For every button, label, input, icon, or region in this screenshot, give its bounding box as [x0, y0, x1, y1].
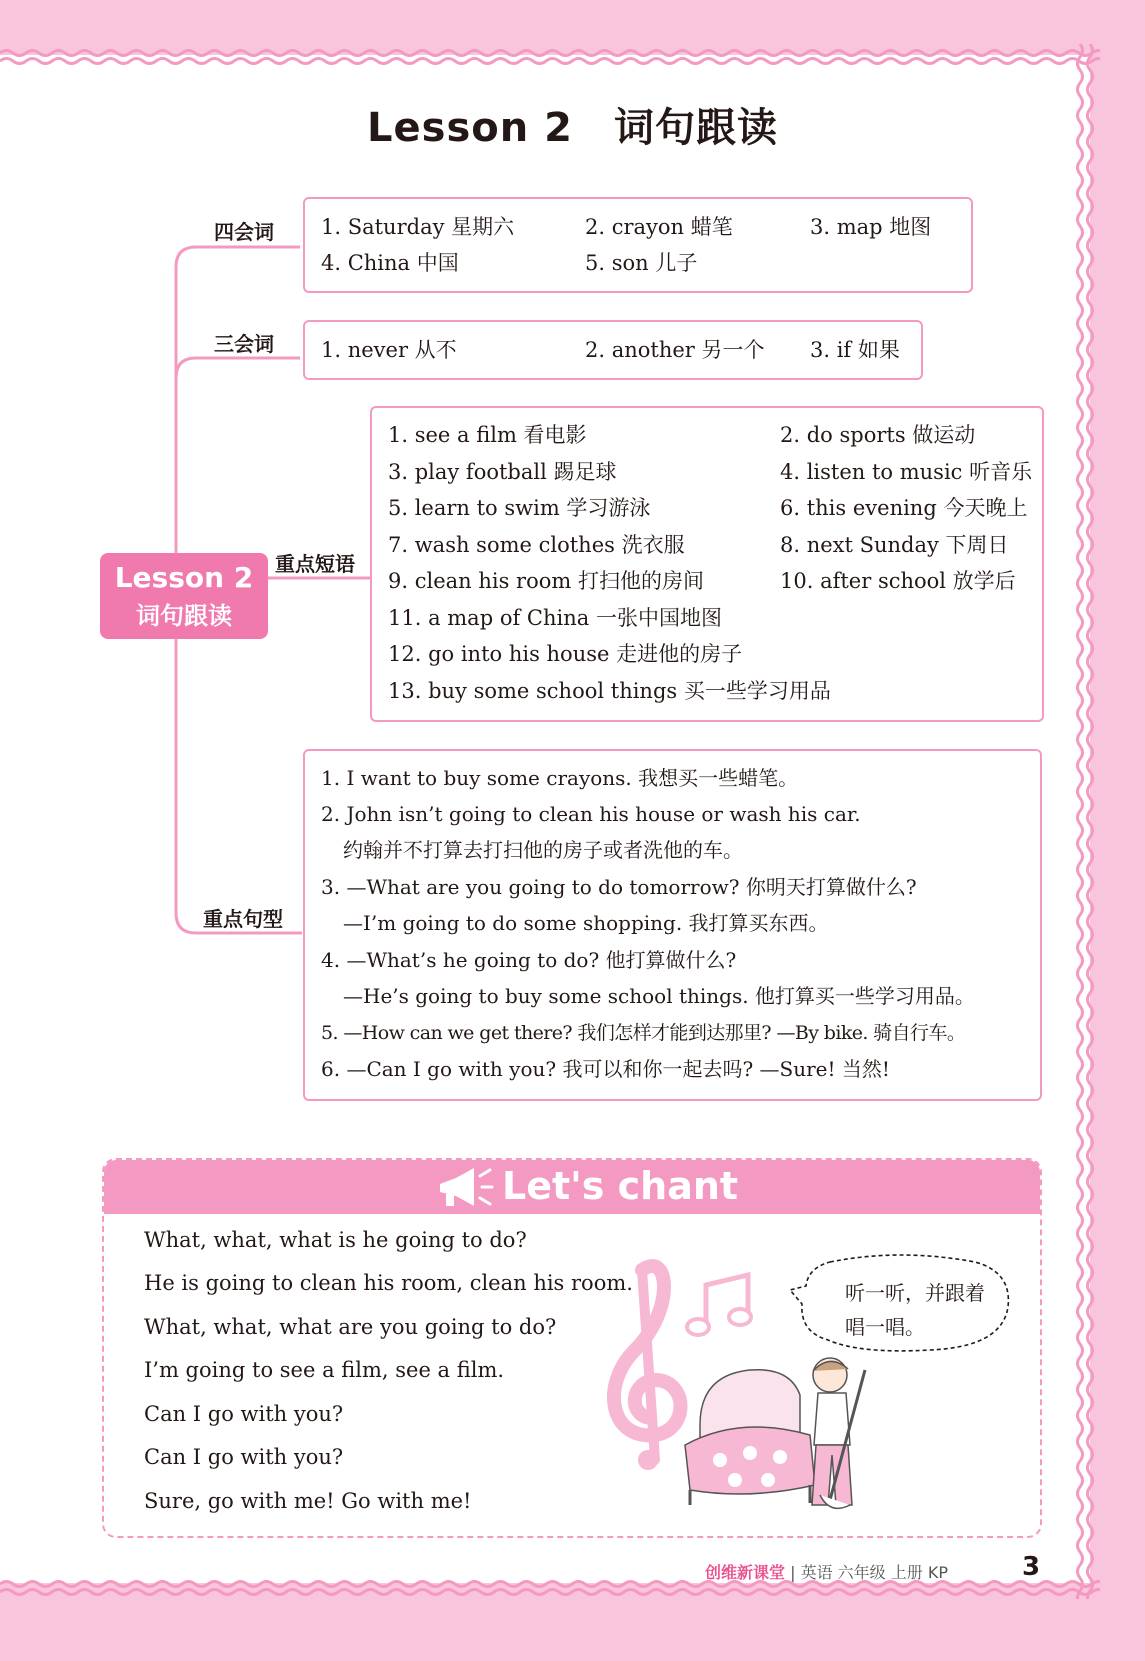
phrase-item: 12. go into his house 走进他的房子 — [388, 642, 743, 666]
sentence-item: 6. —Can I go with you? 我可以和你一起去吗? —Sure! 当然! — [321, 1057, 890, 1081]
page-number: 3 — [1022, 1552, 1041, 1582]
chant-line: He is going to clean his room, clean his room. — [144, 1271, 633, 1295]
speech-line: 听一听，并跟着 — [845, 1281, 985, 1305]
footer-info — [705, 1560, 948, 1583]
speech-text — [845, 1276, 985, 1344]
three-words-box — [303, 320, 923, 380]
sentence-item: 2. John isn’t going to clean his house or wash his car. — [321, 802, 861, 826]
key-phrases-box — [370, 406, 1044, 722]
word-item: 3. if 如果 — [810, 338, 900, 362]
sentence-item: 4. —What’s he going to do? 他打算做什么? — [321, 948, 737, 972]
sentence-item: 约翰并不打算去打扫他的房子或者洗他的车。 — [343, 838, 743, 862]
word-item: 1. never 从不 — [321, 338, 457, 362]
sentence-item: 5. —How can we get there? 我们怎样才能到达那里? —By bike. 骑自行车。 — [321, 1022, 966, 1044]
chant-line: What, what, what is he going to do? — [144, 1228, 527, 1252]
phrase-item: 4. listen to music 听音乐 — [780, 460, 1033, 484]
chant-line: Can I go with you? — [144, 1445, 344, 1469]
phrase-item: 13. buy some school things 买一些学习用品 — [388, 679, 831, 703]
phrase-item: 7. wash some clothes 洗衣服 — [388, 533, 685, 557]
phrase-item: 1. see a film 看电影 — [388, 423, 587, 447]
label-key-phrases: 重点短语 — [275, 552, 355, 576]
phrase-item: 8. next Sunday 下周日 — [780, 533, 1009, 557]
chant-line: Can I go with you? — [144, 1402, 344, 1426]
sentence-item: —He’s going to buy some school things. 他打算买一些学习用品。 — [343, 984, 975, 1008]
phrase-item: 2. do sports 做运动 — [780, 423, 976, 447]
phrase-item: 10. after school 放学后 — [780, 569, 1016, 593]
label-three-words: 三会词 — [214, 332, 274, 356]
phrase-item: 5. learn to swim 学习游泳 — [388, 496, 651, 520]
word-item: 3. map 地图 — [810, 215, 932, 239]
speech-line: 唱一唱。 — [845, 1315, 925, 1339]
center-node — [100, 553, 268, 639]
phrase-item: 3. play football 踢足球 — [388, 460, 617, 484]
megaphone-icon — [434, 1164, 494, 1210]
boy-cleaning-illustration — [680, 1355, 890, 1515]
wavy-border-right — [1068, 44, 1102, 1599]
sentence-item: 3. —What are you going to do tomorrow? 你明天打算做什么? — [321, 875, 917, 899]
label-four-words: 四会词 — [214, 220, 274, 244]
label-key-sentences: 重点句型 — [203, 907, 283, 931]
word-item: 5. son 儿子 — [585, 251, 698, 275]
center-subtitle: 词句跟读 — [136, 602, 232, 630]
sentence-item: —I’m going to do some shopping. 我打算买东西。 — [343, 911, 829, 935]
chant-line: What, what, what are you going to do? — [144, 1315, 557, 1339]
word-item: 2. crayon 蜡笔 — [585, 215, 733, 239]
chant-title: Let's chant — [502, 1164, 739, 1208]
footer-details: | 英语 六年级 上册 KP — [790, 1563, 948, 1582]
key-sentences-box — [303, 749, 1042, 1101]
four-words-box — [303, 197, 973, 293]
wavy-border-top — [0, 44, 1100, 70]
chant-line: Sure, go with me! Go with me! — [144, 1489, 472, 1513]
word-item: 4. China 中国 — [321, 251, 459, 275]
center-title: Lesson 2 — [114, 561, 254, 594]
music-note-icon — [687, 1275, 751, 1335]
footer-brand: 创维新课堂 — [705, 1563, 786, 1582]
page-title: Lesson 2 词句跟读 — [367, 105, 778, 151]
word-item: 2. another 另一个 — [585, 338, 765, 362]
chant-line: I’m going to see a film, see a film. — [144, 1358, 505, 1382]
word-item: 1. Saturday 星期六 — [321, 215, 515, 239]
sentence-item: 1. I want to buy some crayons. 我想买一些蜡笔。 — [321, 766, 799, 790]
phrase-item: 6. this evening 今天晚上 — [780, 496, 1028, 520]
phrase-item: 9. clean his room 打扫他的房间 — [388, 569, 704, 593]
phrase-item: 11. a map of China 一张中国地图 — [388, 606, 722, 630]
